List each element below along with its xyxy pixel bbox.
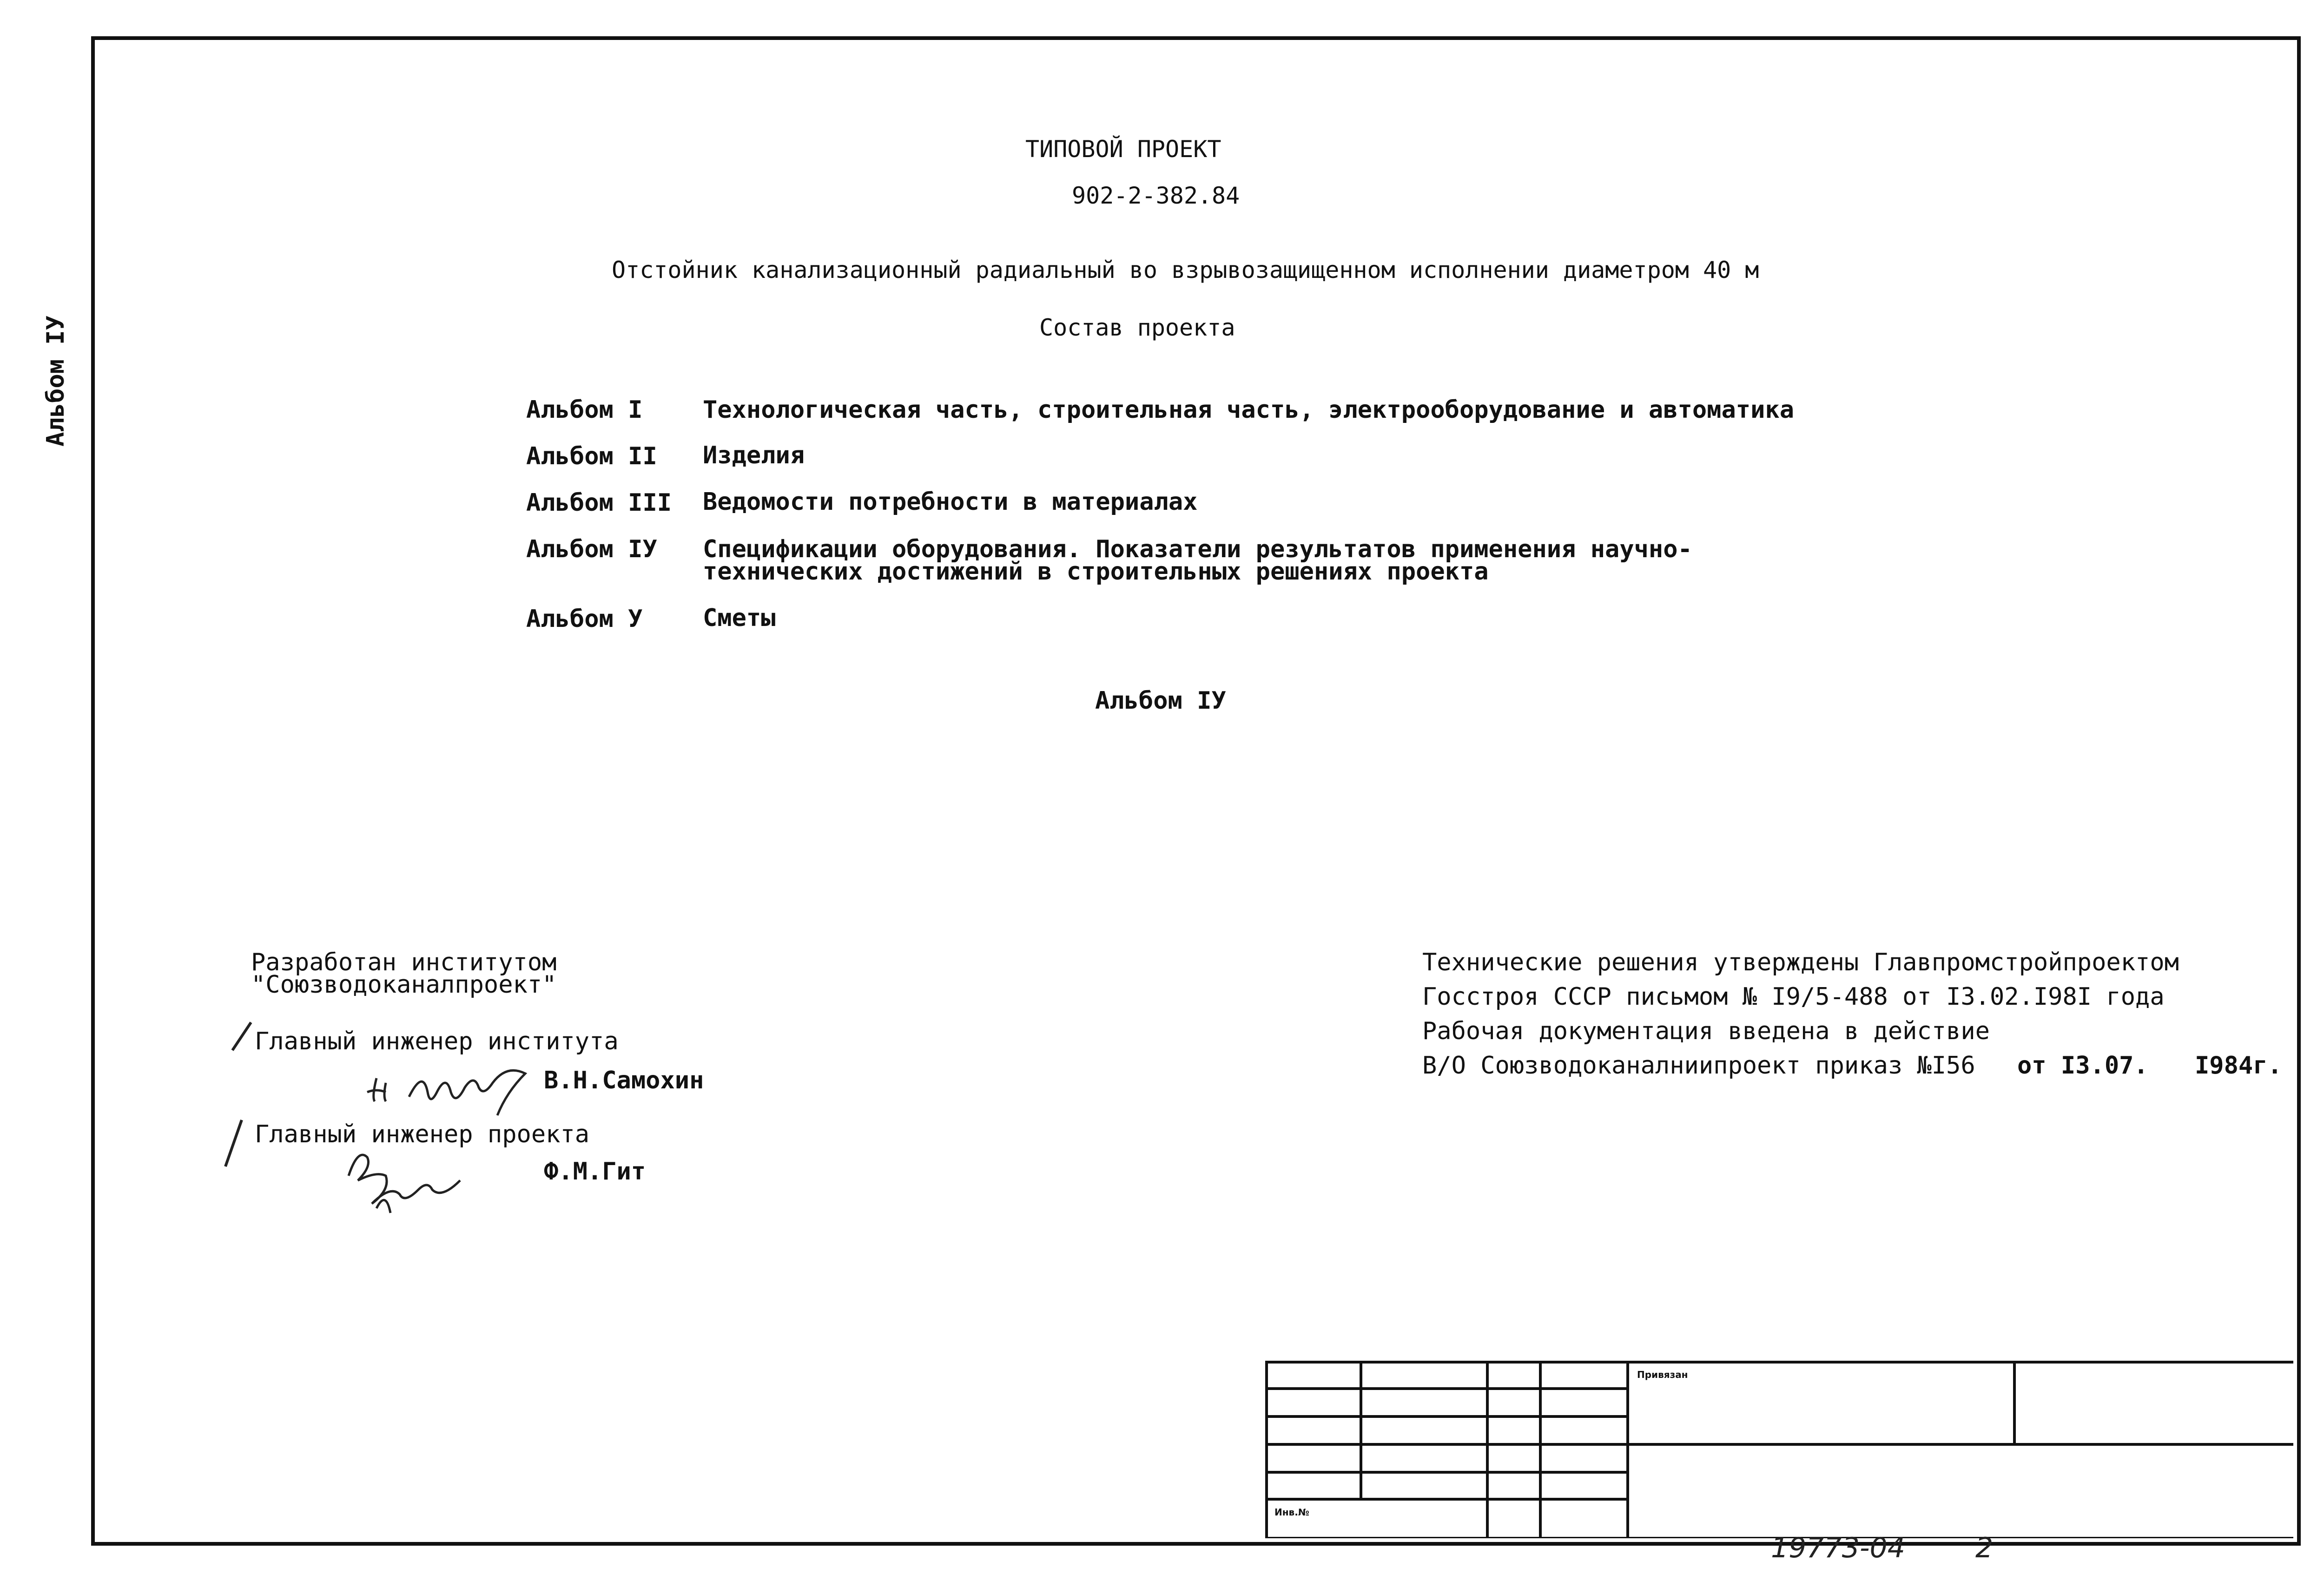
- project-number: 902-2-382.84: [1072, 182, 1240, 209]
- chief-engineer-institute-label: Главный инженер института: [255, 1028, 619, 1055]
- stamp-grid: [1265, 1361, 2293, 1538]
- developer-line2: "Союзводоканалпроект": [251, 971, 557, 999]
- order-year: I984г.: [2195, 1052, 2282, 1080]
- signature-institute-engineer: [223, 1013, 567, 1227]
- album-description: Изделия: [703, 441, 805, 469]
- approval-line4: [1422, 1049, 1975, 1082]
- approval-line3: Рабочая документация введена в действие: [1422, 1017, 1990, 1045]
- document-code: 19773-04: [1771, 1532, 1905, 1564]
- album-number: Альбом II: [526, 442, 657, 470]
- album-number: Альбом I: [526, 396, 643, 424]
- stamp-attached-label: Привязан: [1637, 1369, 1688, 1380]
- title-block-stamp: [1265, 1361, 2293, 1538]
- approval-line1: Технические решения утверждены Главпромстройпроектом: [1422, 949, 2179, 976]
- page-number: 2: [1975, 1532, 1994, 1564]
- album-description: Спецификации оборудования. Показатели результатов применения научно-: [703, 535, 1692, 563]
- chief-engineer-institute-name: В.Н.Самохин: [544, 1067, 704, 1094]
- album-description: Ведомости потребности в материалах: [703, 488, 1198, 516]
- album-number: Альбом III: [526, 489, 672, 517]
- chief-engineer-project-label: Главный инженер проекта: [255, 1120, 590, 1148]
- album-description: Сметы: [703, 604, 776, 632]
- section-heading: Состав проекта: [1039, 314, 1235, 341]
- album-number: Альбом У: [526, 605, 643, 633]
- album-number: Альбом IУ: [526, 535, 657, 563]
- approval-line2: Госстроя СССР письмом № I9/5-488 от I3.02.I98I года: [1422, 983, 2165, 1011]
- order-number: I56: [1931, 1052, 1975, 1080]
- stamp-inventory-label: Инв.№: [1274, 1507, 1309, 1518]
- chief-engineer-project-name: Ф.М.Гит: [544, 1158, 646, 1186]
- order-date: от I3.07.: [2017, 1052, 2148, 1080]
- side-album-label: Альбом IУ: [42, 316, 70, 447]
- album-description-cont: технических достижений в строительных решениях проекта: [703, 558, 1489, 586]
- order-text: В/О Союзводоканалниипроект приказ №: [1422, 1052, 1932, 1080]
- album-description: Технологическая часть, строительная часть, электрооборудование и автоматика: [703, 396, 1794, 424]
- project-title: Отстойник канализационный радиальный во взрывозащищенном исполнении диаметром 40 м: [612, 257, 1759, 283]
- developer-line1: Разработан институтом: [251, 949, 557, 976]
- current-album: Альбом IУ: [1095, 687, 1226, 715]
- project-type: ТИПОВОЙ ПРОЕКТ: [1025, 136, 1221, 163]
